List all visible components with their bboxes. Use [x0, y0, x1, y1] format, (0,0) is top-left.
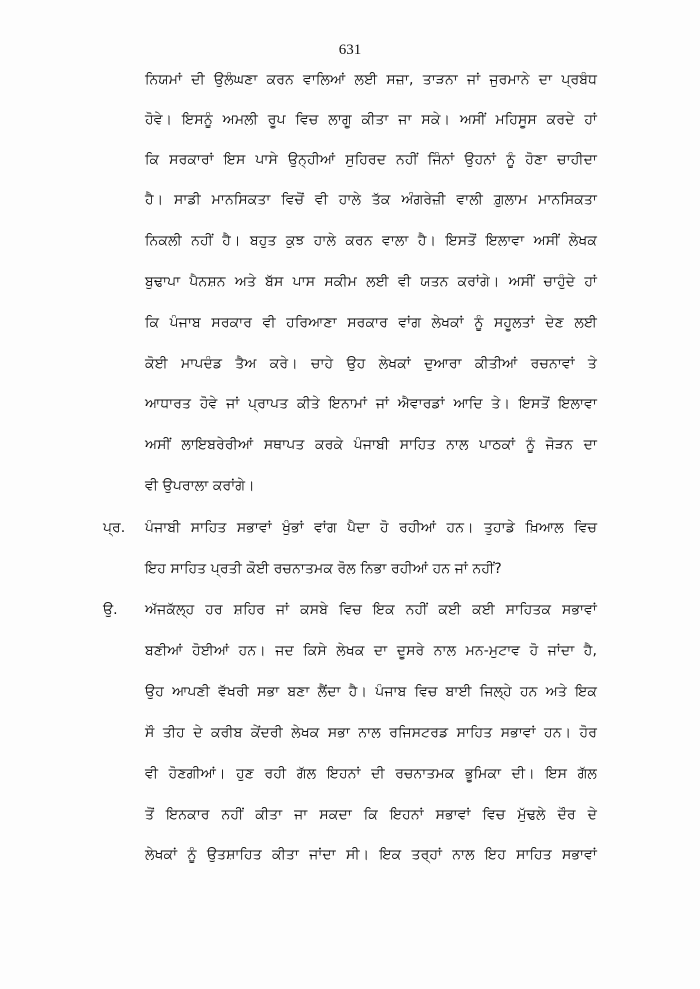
question-line: ਇਹ ਸਾਹਿਤ ਪ੍ਰਤੀ ਕੋਈ ਰਚਨਾਤਮਕ ਰੋਲ ਨਿਭਾ ਰਹੀਆਂ ਹਨ ਜਾਂ ਨਹੀਂ? — [145, 561, 502, 577]
answer-marker: ਉ. — [103, 602, 118, 618]
answer-line: ਉਹ ਆਪਣੀ ਵੱਖਰੀ ਸਭਾ ਬਣਾ ਲੈਂਦਾ ਹੈ। ਪੰਜਾਬ ਵਿਚ ਬਾਈ ਜਿਲ੍ਹੇ ਹਨ ਅਤੇ ਇਕ — [145, 684, 597, 700]
question-line: ਪੰਜਾਬੀ ਸਾਹਿਤ ਸਭਾਵਾਂ ਖੁੰਭਾਂ ਵਾਂਗ ਪੈਦਾ ਹੋ ਰਹੀਆਂ ਹਨ। ਤੁਹਾਡੇ ਖ਼ਿਆਲ ਵਿਚ — [145, 520, 597, 536]
text-line: ਬੁਢਾਪਾ ਪੈਨਸ਼ਨ ਅਤੇ ਬੱਸ ਪਾਸ ਸਕੀਮ ਲਈ ਵੀ ਯਤਨ ਕਰਾਂਗੇ। ਅਸੀਂ ਚਾਹੁੰਦੇ ਹਾਂ — [145, 274, 597, 290]
text-line: ਕਿ ਸਰਕਾਰਾਂ ਇਸ ਪਾਸੇ ਉਨ੍ਹੀਆਂ ਸੁਹਿਰਦ ਨਹੀਂ ਜਿੰਨਾਂ ਉਹਨਾਂ ਨੂੰ ਹੋਣਾ ਚਾਹੀਦਾ — [145, 152, 597, 168]
answer-line: ਤੋਂ ਇਨਕਾਰ ਨਹੀਂ ਕੀਤਾ ਜਾ ਸਕਦਾ ਕਿ ਇਹਨਾਂ ਸਭਾਵਾਂ ਵਿਚ ਮੁੱਢਲੇ ਦੌਰ ਦੇ — [145, 807, 597, 823]
question-marker: ਪ੍ਰ. — [103, 520, 126, 536]
text-line: ਕਿ ਪੰਜਾਬ ਸਰਕਾਰ ਵੀ ਹਰਿਆਣਾ ਸਰਕਾਰ ਵਾਂਗ ਲੇਖਕਾਂ ਨੂੰ ਸਹੂਲਤਾਂ ਦੇਣ ਲਈ — [145, 315, 597, 331]
answer-line: ਬਣੀਆਂ ਹੋਈਆਂ ਹਨ। ਜਦ ਕਿਸੇ ਲੇਖਕ ਦਾ ਦੂਸਰੇ ਨਾਲ ਮਨ-ਮੁਟਾਵ ਹੋ ਜਾਂਦਾ ਹੈ, — [145, 643, 597, 659]
text-line: ਨਿਕਲੀ ਨਹੀਂ ਹੈ। ਬਹੁਤ ਕੁਝ ਹਾਲੇ ਕਰਨ ਵਾਲਾ ਹੈ। ਇਸਤੋਂ ਇਲਾਵਾ ਅਸੀਂ ਲੇਖਕ — [145, 233, 597, 249]
text-line: ਅਸੀਂ ਲਾਇਬਰੇਰੀਆਂ ਸਥਾਪਤ ਕਰਕੇ ਪੰਜਾਬੀ ਸਾਹਿਤ ਨਾਲ ਪਾਠਕਾਂ ਨੂੰ ਜੋੜਨ ਦਾ — [145, 437, 597, 453]
answer-line: ਲੇਖਕਾਂ ਨੂੰ ਉਤਸ਼ਾਹਿਤ ਕੀਤਾ ਜਾਂਦਾ ਸੀ। ਇਕ ਤਰ੍ਹਾਂ ਨਾਲ ਇਹ ਸਾਹਿਤ ਸਭਾਵਾਂ — [145, 847, 597, 863]
text-line: ਹੋਵੇ। ਇਸਨੂੰ ਅਮਲੀ ਰੂਪ ਵਿਚ ਲਾਗੂ ਕੀਤਾ ਜਾ ਸਕੇ। ਅਸੀਂ ਮਹਿਸੂਸ ਕਰਦੇ ਹਾਂ — [145, 112, 597, 128]
text-line: ਹੈ। ਸਾਡੀ ਮਾਨਸਿਕਤਾ ਵਿਚੋਂ ਵੀ ਹਾਲੇ ਤੱਕ ਅੰਗਰੇਜ਼ੀ ਵਾਲੀ ਗ਼ੁਲਾਮ ਮਾਨਸਿਕਤਾ — [145, 192, 597, 208]
text-line: ਕੋਈ ਮਾਪਦੰਡ ਤੈਅ ਕਰੇ। ਚਾਹੇ ਉਹ ਲੇਖਕਾਂ ਦੁਆਰਾ ਕੀਤੀਆਂ ਰਚਨਾਵਾਂ ਤੇ — [145, 356, 597, 372]
page-number: 631 — [338, 42, 362, 58]
text-line: ਆਧਾਰਤ ਹੋਵੇ ਜਾਂ ਪ੍ਰਾਪਤ ਕੀਤੇ ਇਨਾਮਾਂ ਜਾਂ ਐਵਾਰਡਾਂ ਆਦਿ ਤੇ। ਇਸਤੋਂ ਇਲਾਵਾ — [145, 396, 597, 412]
text-line: ਵੀ ਉਪਰਾਲਾ ਕਰਾਂਗੇ। — [145, 478, 255, 494]
answer-line: ਸੌ ਤੀਹ ਦੇ ਕਰੀਬ ਕੇਂਦਰੀ ਲੇਖਕ ਸਭਾ ਨਾਲ ਰਜਿਸਟਰਡ ਸਾਹਿਤ ਸਭਾਵਾਂ ਹਨ। ਹੋਰ — [145, 725, 597, 741]
answer-line: ਵੀ ਹੋਣਗੀਆਂ। ਹੁਣ ਰਹੀ ਗੱਲ ਇਹਨਾਂ ਦੀ ਰਚਨਾਤਮਕ ਭੂਮਿਕਾ ਦੀ। ਇਸ ਗੱਲ — [145, 766, 597, 782]
text-line: ਨਿਯਮਾਂ ਦੀ ਉਲੰਘਣਾ ਕਰਨ ਵਾਲਿਆਂ ਲਈ ਸਜ਼ਾ, ਤਾੜਨਾ ਜਾਂ ਜੁਰਮਾਨੇ ਦਾ ਪ੍ਰਬੰਧ — [145, 72, 597, 88]
answer-line: ਅੱਜਕੱਲ੍ਹ ਹਰ ਸ਼ਹਿਰ ਜਾਂ ਕਸਬੇ ਵਿਚ ਇਕ ਨਹੀਂ ਕਈ ਕਈ ਸਾਹਿਤਕ ਸਭਾਵਾਂ — [145, 602, 597, 618]
